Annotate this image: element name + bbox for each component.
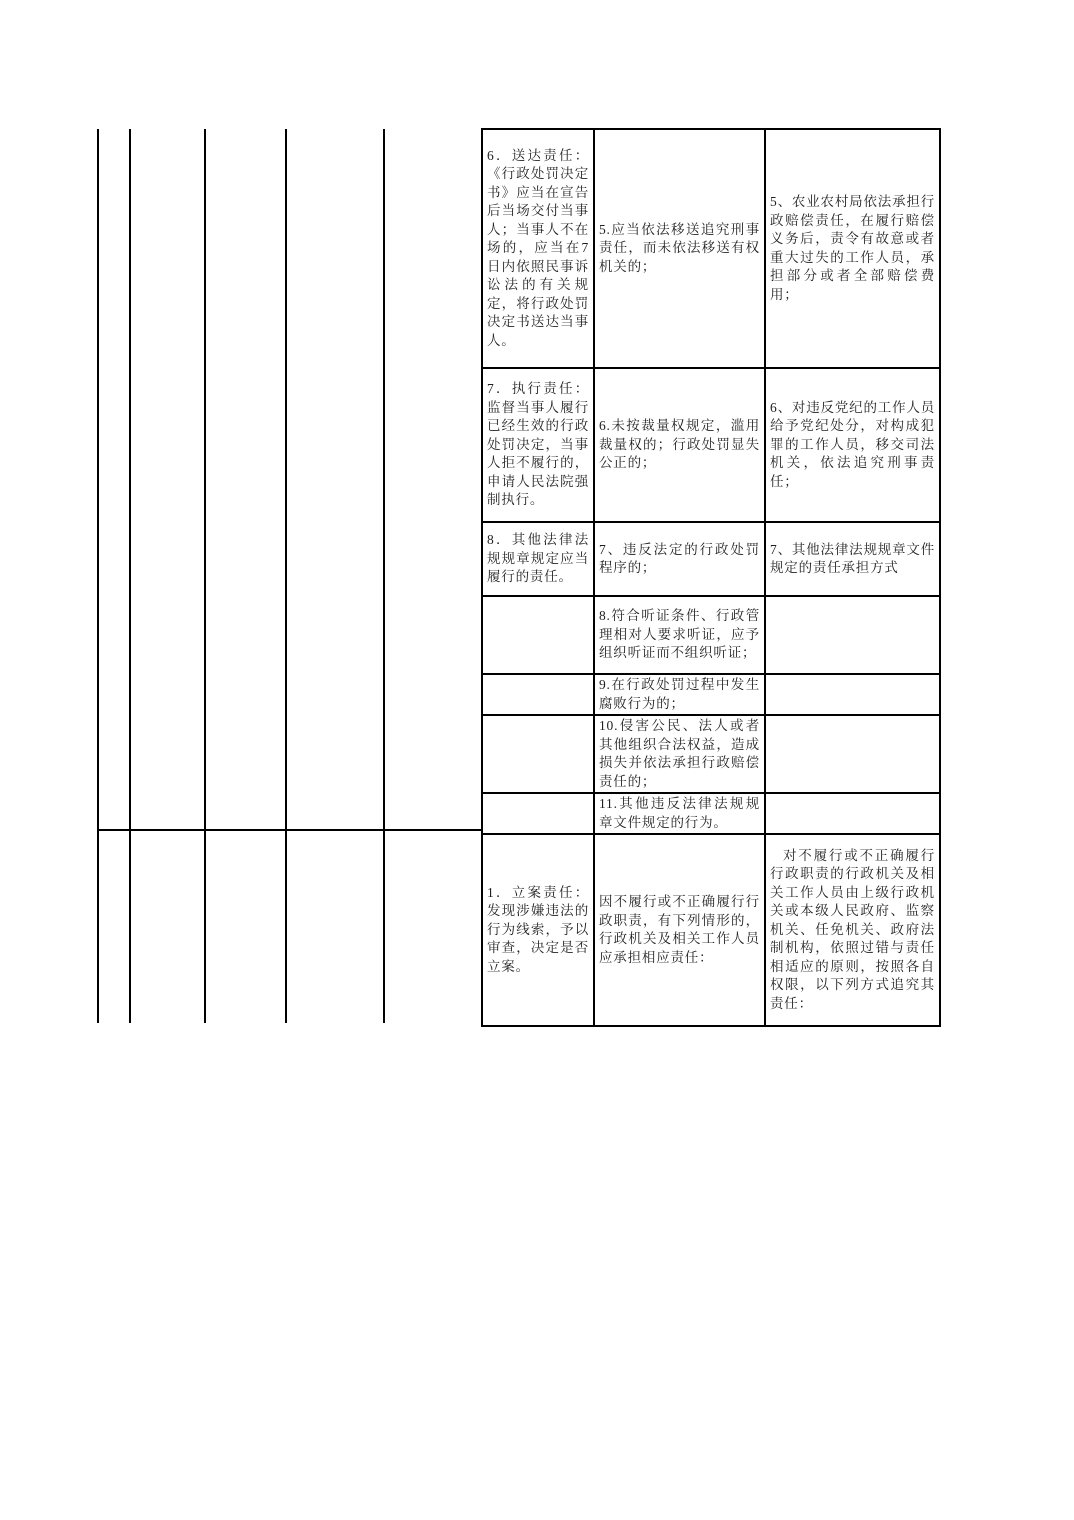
left-table-row-divider (97, 829, 482, 831)
cell-accountability-method (765, 596, 940, 674)
cell-duty: 8．其他法律法规规章规定应当履行的责任。 (482, 522, 594, 596)
cell-accountability-method (765, 793, 940, 834)
cell-accountability-situation: 8.符合听证条件、行政管理相对人要求听证，应予组织听证而不组织听证； (594, 596, 765, 674)
left-table-gridline-2 (129, 129, 131, 1023)
cell-accountability-situation: 11.其他违反法律法规规章文件规定的行为。 (594, 793, 765, 834)
table-row (482, 674, 940, 715)
accountability-table (481, 128, 941, 1027)
left-table-gridline-3 (204, 129, 206, 1023)
cell-duty (482, 596, 594, 674)
cell-accountability-situation: 10.侵害公民、法人或者其他组织合法权益，造成损失并依法承担行政赔偿责任的； (594, 715, 765, 793)
table-row (482, 129, 940, 368)
table-row (482, 715, 940, 793)
left-table-gridline-1 (97, 129, 99, 1023)
table-row (482, 522, 940, 596)
left-table-gridline-4 (285, 129, 287, 1023)
table-row (482, 368, 940, 522)
cell-accountability-method: 6、对违反党纪的工作人员给予党纪处分，对构成犯罪的工作人员，移交司法机关，依法追究刑事责任； (765, 368, 940, 522)
cell-duty (482, 793, 594, 834)
cell-accountability-method: 7、其他法律法规规章文件规定的责任承担方式 (765, 522, 940, 596)
cell-accountability-situation: 7、违反法定的行政处罚程序的； (594, 522, 765, 596)
cell-accountability-situation: 因不履行或不正确履行行政职责，有下列情形的，行政机关及相关工作人员应承担相应责任： (594, 834, 765, 1026)
cell-duty: 7．执行责任：监督当事人履行已经生效的行政处罚决定，当事人拒不履行的，申请人民法院强制执行。 (482, 368, 594, 522)
cell-duty (482, 715, 594, 793)
table-row (482, 596, 940, 674)
cell-accountability-situation: 5.应当依法移送追究刑事责任，而未依法移送有权机关的； (594, 129, 765, 368)
cell-accountability-method (765, 674, 940, 715)
left-table-gridline-5 (383, 129, 385, 1023)
table-row (482, 793, 940, 834)
cell-duty (482, 674, 594, 715)
cell-accountability-situation: 9.在行政处罚过程中发生腐败行为的； (594, 674, 765, 715)
cell-accountability-method: 5、农业农村局依法承担行政赔偿责任，在履行赔偿义务后，责令有故意或者重大过失的工作人员，承担部分或者全部赔偿费用； (765, 129, 940, 368)
cell-duty: 6．送达责任：《行政处罚决定书》应当在宣告后当场交付当事人；当事人不在场的，应当在7日内依照民事诉讼法的有关规定，将行政处罚决定书送达当事人。 (482, 129, 594, 368)
table-row (482, 834, 940, 1026)
cell-accountability-method (765, 715, 940, 793)
cell-accountability-method: 对不履行或不正确履行行政职责的行政机关及相关工作人员由上级行政机关或本级人民政府、监察机关、任免机关、政府法制机构，依照过错与责任相适应的原则，按照各自权限，以下列方式追究其责任： (765, 834, 940, 1026)
cell-duty: 1．立案责任：发现涉嫌违法的行为线索，予以审查，决定是否立案。 (482, 834, 594, 1026)
cell-accountability-situation: 6.未按裁量权规定，滥用裁量权的；行政处罚显失公正的； (594, 368, 765, 522)
